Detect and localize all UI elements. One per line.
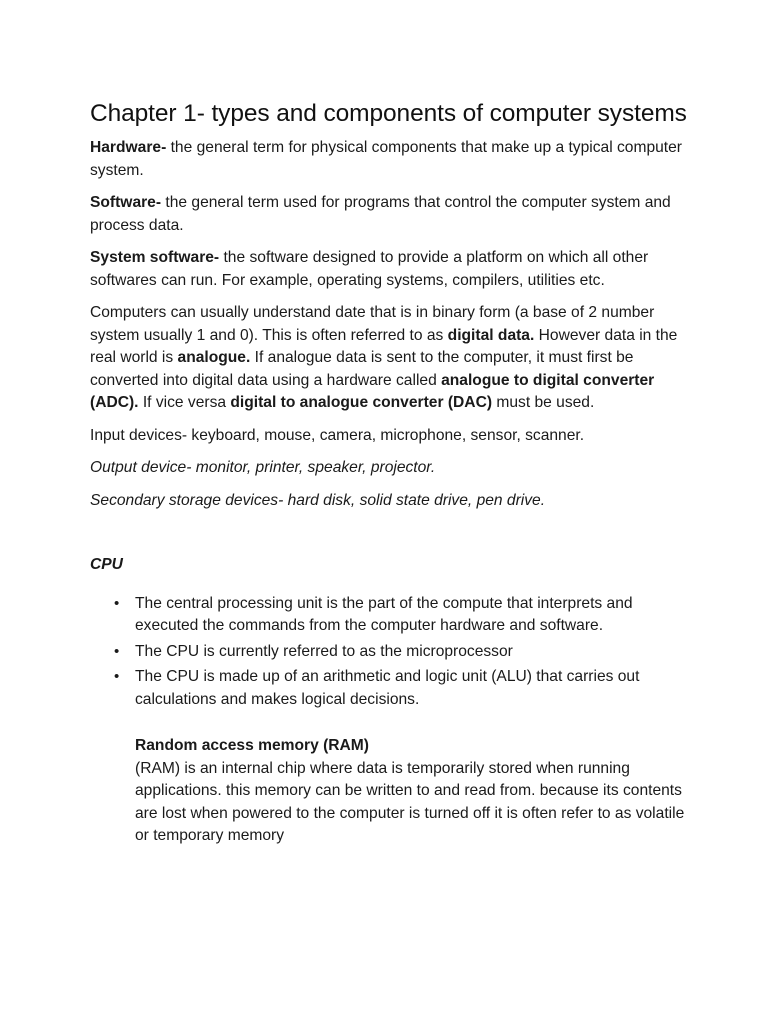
dac-term: digital to analogue converter (DAC) [230,394,493,411]
cpu-bullet: • The CPU is currently referred to as the microprocessor [135,641,690,664]
cpu-bullet-list [90,593,690,712]
system-software-definition [90,247,690,292]
ram-description: (RAM) is an internal chip where data is temporarily stored when running applications. this memory can be written to and read from. because its contents are lost when powered to the computer is turned off it is often refer to as volatile or temporary memory [135,759,685,844]
binary-text-5: must be used. [492,394,595,411]
input-devices-line: Input devices- keyboard, mouse, camera, microphone, sensor, scanner. [90,426,585,444]
binary-paragraph [90,302,690,415]
output-device-line: Output device- monitor, printer, speaker, projector. [90,459,436,476]
cpu-heading: CPU [90,556,123,573]
hardware-term: Hardware- [90,139,167,156]
binary-text-1: Computers can usually understand date that is in binary form (a base of 2 number system usually 1 and 0). This is often referred to as [90,304,655,344]
cpu-bullet: • The CPU is made up of an arithmetic and logic unit (ALU) that carries out calculations and makes logical decisions. [135,666,690,711]
binary-text-2: However data in the real world is [90,326,678,366]
system-software-text: the software designed to provide a platform on which all other softwares can run. For example, operating systems, compilers, utilities etc. [90,249,649,289]
secondary-storage-line: Secondary storage devices- hard disk, solid state drive, pen drive. [90,491,546,509]
hardware-text: the general term for physical components that make up a typical computer system. [90,139,682,179]
analogue-term: analogue. [177,349,251,366]
binary-text-3: If analogue data is sent to the computer, it must first be converted into digital data using a hardware called [90,349,634,389]
hardware-definition [90,137,690,182]
ram-section [135,735,690,848]
binary-text-4: If vice versa [138,394,231,411]
digital-data-term: digital data. [447,326,535,344]
chapter-title: Chapter 1- types and components of computer systems [90,100,687,127]
cpu-bullet: • The central processing unit is the part of the compute that interprets and executed the commands from the computer hardware and software. [135,593,690,638]
software-term: Software- [90,194,162,211]
document-content [90,96,690,848]
software-text: the general term used for programs that control the computer system and process data. [90,194,671,234]
ram-heading: Random access memory (RAM) [135,737,369,754]
software-definition [90,192,690,237]
system-software-term: System software- [90,249,220,266]
adc-term: analogue to digital converter (ADC). [90,371,655,411]
